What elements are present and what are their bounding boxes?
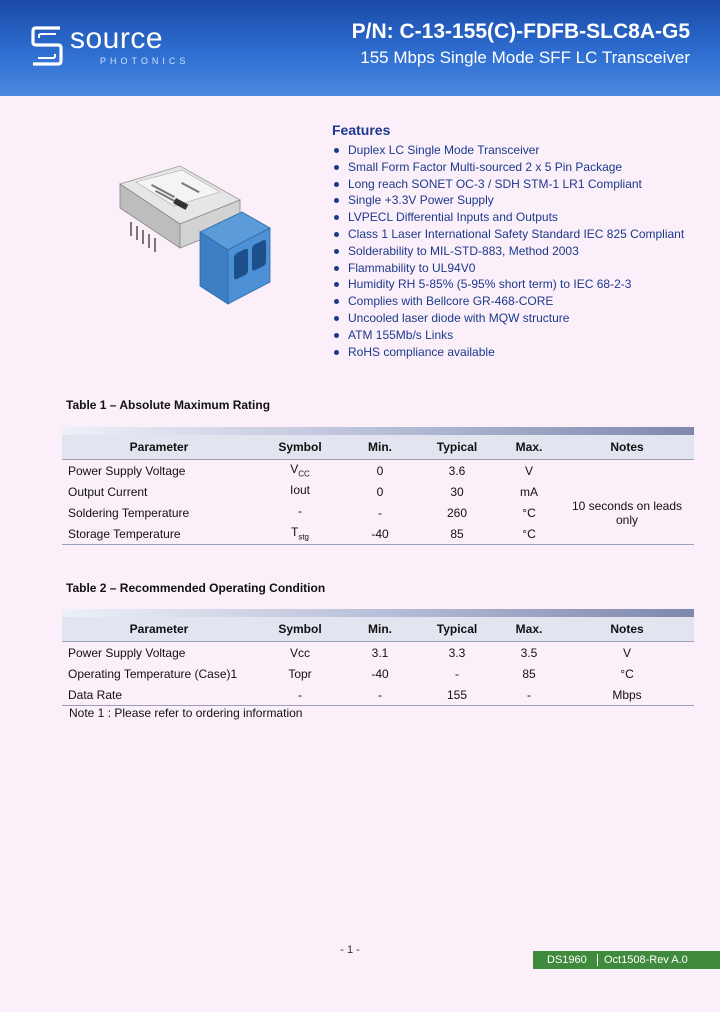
cell-max: 85 <box>522 666 536 681</box>
cell-symbol: $V_{CC}$ <box>290 462 310 479</box>
page-number: - 1 - <box>340 944 360 956</box>
cell-min: - <box>378 687 382 702</box>
features-heading: Features <box>332 122 391 138</box>
table2-top-bar <box>62 609 694 617</box>
cell-min: 0 <box>376 484 384 499</box>
cell-typical: 155 <box>446 687 468 702</box>
cell-max: 3.5 <box>520 645 538 660</box>
col-notes: Notes <box>610 622 644 636</box>
col-symbol: Symbol <box>278 622 322 636</box>
cell-min: -40 <box>371 666 389 681</box>
logo-subtitle: PHOTONICS <box>100 56 190 66</box>
table2-header-row <box>62 617 694 642</box>
cell-symbol: $T_{stg}$ <box>290 525 309 542</box>
cell-typical: 85 <box>450 526 464 541</box>
footer-divider <box>597 954 598 966</box>
feature-item: LVPECL Differential Inputs and Outputs <box>332 209 712 226</box>
cell-min: 3.1 <box>371 645 389 660</box>
cell-symbol: Iout <box>289 483 310 498</box>
col-parameter: Parameter <box>129 440 189 454</box>
cell-max: °C <box>522 526 536 541</box>
cell-min: - <box>378 505 382 520</box>
feature-item: Single +3.3V Power Supply <box>332 192 712 209</box>
cell-notes: Mbps <box>612 687 642 702</box>
cell-parameter: Data Rate <box>68 687 123 702</box>
cell-symbol: Vcc <box>289 645 310 660</box>
table-row <box>62 663 694 684</box>
feature-item: Long reach SONET OC-3 / SDH STM-1 LR1 Compliant <box>332 176 712 193</box>
table1-absolute-maximum-rating <box>62 427 694 545</box>
cell-max: V <box>524 463 533 478</box>
col-max: Max. <box>515 622 543 636</box>
cell-symbol: - <box>298 687 302 702</box>
table1-caption: Table 1 – Absolute Maximum Rating <box>66 398 271 412</box>
feature-item: ATM 155Mb/s Links <box>332 327 712 344</box>
feature-item: Small Form Factor Multi-sourced 2 x 5 Pin Package <box>332 159 712 176</box>
cell-typical: 3.6 <box>448 463 466 478</box>
feature-item: Humidity RH 5-85% (5-95% short term) to IEC 68-2-3 <box>332 276 712 293</box>
cell-parameter: Output Current <box>68 484 148 499</box>
logo-wordmark: source <box>70 22 164 55</box>
table1-top-bar <box>62 427 694 435</box>
cell-min: 0 <box>376 463 384 478</box>
cell-parameter: Storage Temperature <box>68 526 181 541</box>
cell-typical: 260 <box>446 505 468 520</box>
table-row <box>62 460 694 481</box>
col-notes: Notes <box>610 440 644 454</box>
cell-parameter: Soldering Temperature <box>68 505 190 520</box>
product-subtitle: 155 Mbps Single Mode SFF LC Transceiver <box>360 48 690 67</box>
feature-item: Complies with Bellcore GR-468-CORE <box>332 293 712 310</box>
feature-item: Class 1 Laser International Safety Standard IEC 825 Compliant <box>332 226 712 243</box>
col-parameter: Parameter <box>129 622 189 636</box>
feature-item: Uncooled laser diode with MQW structure <box>332 310 712 327</box>
col-max: Max. <box>515 440 543 454</box>
col-symbol: Symbol <box>278 440 322 454</box>
cell-parameter: Power Supply Voltage <box>68 645 186 660</box>
cell-notes: °C <box>620 666 634 681</box>
document-id: DS1960 <box>547 954 587 966</box>
feature-item: Solderability to MIL-STD-883, Method 2003 <box>332 243 712 260</box>
cell-symbol: - <box>298 504 302 519</box>
cell-parameter: Operating Temperature (Case)1 <box>68 666 238 681</box>
features-list <box>332 142 712 360</box>
cell-min: -40 <box>371 526 389 541</box>
cell-parameter: Power Supply Voltage <box>68 463 186 478</box>
table2-footnote: Note 1 : Please refer to ordering information <box>69 706 303 720</box>
cell-symbol: Topr <box>288 666 312 681</box>
table-row <box>62 684 694 706</box>
cell-max: mA <box>520 484 538 499</box>
feature-item: Duplex LC Single Mode Transceiver <box>332 142 712 159</box>
features-section <box>332 122 712 360</box>
feature-item: Flammability to UL94V0 <box>332 260 712 277</box>
col-typical: Typical <box>436 440 478 454</box>
document-revision: Oct1508-Rev A.0 <box>604 954 688 966</box>
table1-header-row <box>62 435 694 460</box>
source-photonics-logo-icon <box>30 24 64 68</box>
cell-typical: - <box>455 666 459 681</box>
part-number-title: P/N: C-13-155(C)-FDFB-SLC8A-G5 <box>351 20 690 43</box>
cell-max: °C <box>522 505 536 520</box>
table2-recommended-operating-condition <box>62 609 694 706</box>
table2-caption: Table 2 – Recommended Operating Condition <box>66 581 326 595</box>
cell-max: - <box>527 687 531 702</box>
transceiver-product-image <box>112 164 278 324</box>
col-min: Min. <box>368 622 392 636</box>
table-row <box>62 498 694 527</box>
table-row <box>62 642 694 663</box>
footer-document-bar <box>533 951 720 969</box>
cell-notes: 10 seconds on leads only <box>571 498 683 527</box>
col-min: Min. <box>368 440 392 454</box>
page-header <box>0 0 720 96</box>
feature-item: RoHS compliance available <box>332 344 712 361</box>
cell-typical: 30 <box>450 484 464 499</box>
cell-notes: V <box>622 645 631 660</box>
col-typical: Typical <box>436 622 478 636</box>
cell-typical: 3.3 <box>448 645 466 660</box>
